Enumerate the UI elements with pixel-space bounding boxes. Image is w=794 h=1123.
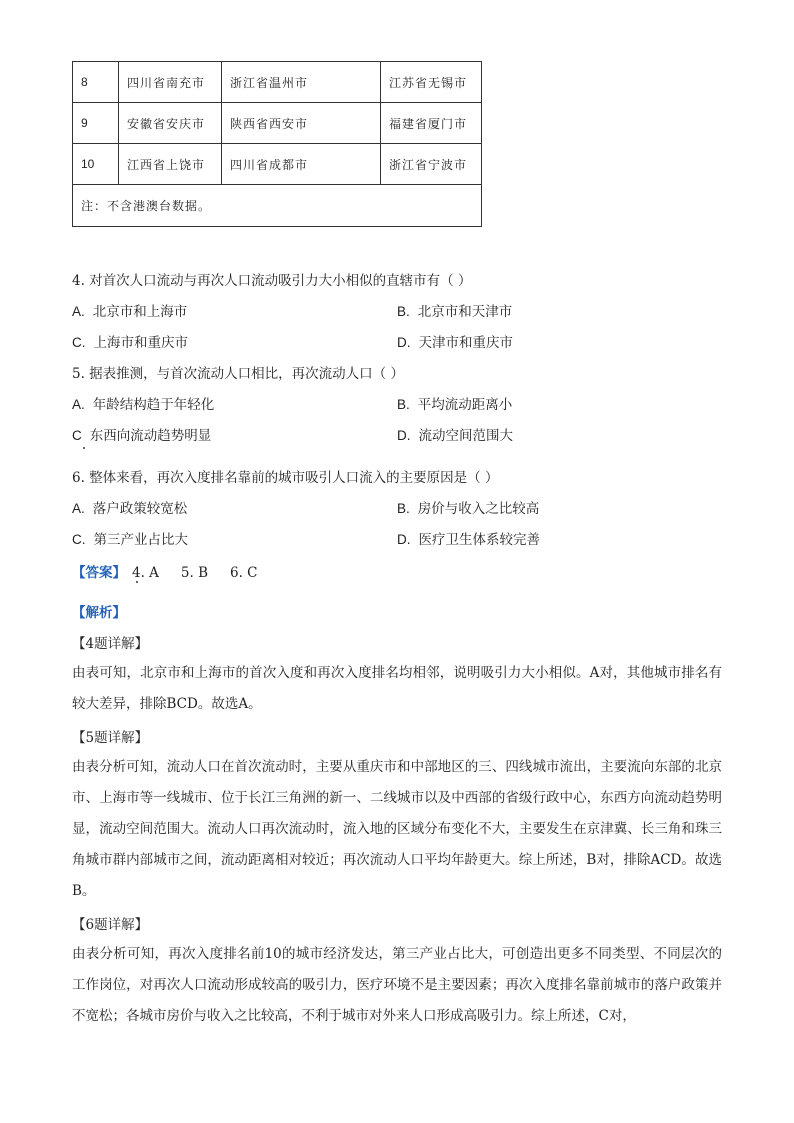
option-label: C.	[72, 532, 86, 547]
q6-option-c	[72, 528, 188, 548]
city-cell: 福建省厦门市	[381, 103, 482, 144]
option-label: D.	[397, 532, 411, 547]
option-text: 年龄结构趋于年轻化	[92, 397, 215, 413]
table-row	[73, 144, 482, 185]
option-label: C	[72, 428, 82, 443]
section-5-text: 由表分析可知，流动人口在首次流动时，主要从重庆市和中部地区的三、四线城市流出，主要流向东部的北京市、上海市等一线城市、位于长江三角洲的新一、二线城市以及中西部的省级行政中心，东西方向流动趋势明显，流动空间范围大。流动人口再次流动时，流入地的区域分布变化不大，主要发生在京津冀、长三角和珠三角城市群内部城市之间，流动距离相对较近；再次流动人口平均年龄更大。综上所述，B对，排除ACD。故选B。	[72, 759, 722, 899]
option-label: B.	[397, 304, 410, 319]
rank-cell: 10	[73, 144, 119, 185]
option-label: B.	[397, 501, 410, 516]
question-4-stem: 4. 对首次人口流动与再次人口流动吸引力大小相似的直辖市有（ ）	[72, 273, 472, 289]
question-6-stem: 6. 整体来看，再次入度排名靠前的城市吸引人口流入的主要原因是（ ）	[72, 470, 499, 486]
option-text: 平均流动距离小	[417, 397, 513, 413]
option-label: A.	[72, 397, 85, 412]
stray-dot	[83, 447, 85, 449]
q4-option-b	[397, 300, 512, 320]
city-cell: 四川省南充市	[119, 62, 222, 103]
option-text: 房价与收入之比较高	[417, 501, 540, 517]
option-text: 上海市和重庆市	[93, 335, 188, 351]
city-cell: 陕西省西安市	[222, 103, 381, 144]
answer-line	[72, 561, 258, 581]
stray-dot	[136, 581, 138, 583]
option-label: A.	[72, 304, 85, 319]
analysis-title: 【解析】	[72, 605, 126, 621]
option-text: 流动空间范围大	[418, 428, 513, 444]
option-label: B.	[397, 397, 410, 412]
rank-cell: 8	[73, 62, 119, 103]
option-text: 北京市和天津市	[417, 304, 513, 320]
section-6-text: 由表分析可知，再次入度排名前10的城市经济发达，第三产业占比大，可创造出更多不同类型、不同层次的工作岗位，对再次人口流动形成较高的吸引力，医疗环境不是主要因素；再次入度排名靠前城市的落户政策并不宽松；各城市房价与收入之比较高，不利于城市对外来人口形成高吸引力。综上所述，C对，	[72, 946, 722, 1024]
q4-option-a	[72, 300, 187, 320]
table-row	[73, 62, 482, 103]
option-label: A.	[72, 501, 85, 516]
q5-option-b	[397, 393, 512, 413]
section-4-text: 由表可知，北京市和上海市的首次入度和再次入度排名均相邻，说明吸引力大小相似。A对，其他城市排名有较大差异，排除BCD。故选A。	[72, 665, 722, 712]
table-row	[73, 103, 482, 144]
q5-option-a	[72, 393, 214, 413]
city-cell: 安徽省安庆市	[119, 103, 222, 144]
answer-item: 4. A	[132, 565, 159, 581]
rank-cell: 9	[73, 103, 119, 144]
table-note: 注：不含港澳台数据。	[73, 185, 482, 227]
option-text: 第三产业占比大	[93, 532, 188, 548]
q5-option-c	[72, 424, 211, 444]
option-label: C.	[72, 335, 86, 350]
section-5-heading: 【5题详解】	[72, 730, 149, 746]
option-label: D.	[397, 335, 411, 350]
option-text: 天津市和重庆市	[418, 335, 513, 351]
answer-label: 【答案】	[72, 565, 126, 581]
city-rank-table	[72, 61, 482, 227]
table-note-row	[73, 185, 482, 227]
option-text: 东西向流动趋势明显	[89, 428, 212, 444]
option-text: 落户政策较宽松	[92, 501, 188, 517]
question-5-stem: 5. 据表推测，与首次流动人口相比，再次流动人口（ ）	[72, 366, 404, 382]
option-label: D.	[397, 428, 411, 443]
q4-option-c	[72, 331, 188, 351]
q6-option-b	[397, 497, 539, 517]
section-6-heading: 【6题详解】	[72, 917, 149, 933]
answer-item: 6. C	[230, 565, 258, 581]
q5-option-d	[397, 424, 513, 444]
answer-item: 5. B	[180, 565, 209, 581]
q6-option-d	[397, 528, 540, 548]
city-cell: 浙江省宁波市	[381, 144, 482, 185]
city-cell: 江苏省无锡市	[381, 62, 482, 103]
city-cell: 浙江省温州市	[222, 62, 381, 103]
section-4-heading: 【4题详解】	[72, 636, 149, 652]
q6-option-a	[72, 497, 187, 517]
city-cell: 江西省上饶市	[119, 144, 222, 185]
city-cell: 四川省成都市	[222, 144, 381, 185]
q4-option-d	[397, 331, 513, 351]
option-text: 医疗卫生体系较完善	[418, 532, 540, 548]
option-text: 北京市和上海市	[92, 304, 188, 320]
